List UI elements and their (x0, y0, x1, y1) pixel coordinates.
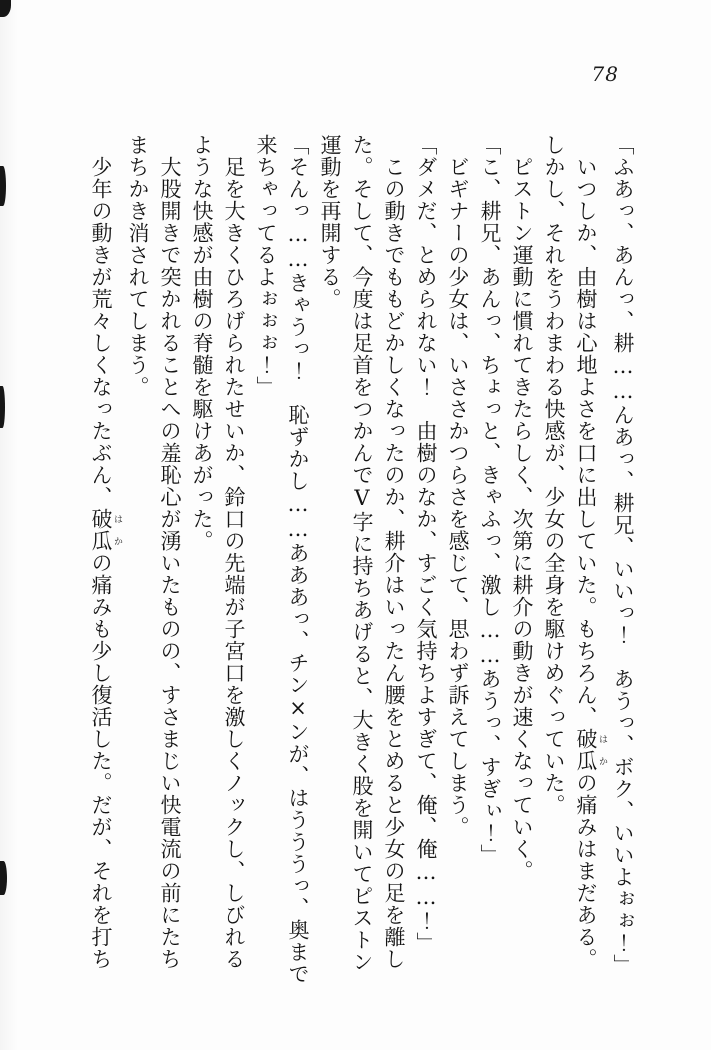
text-columns (85, 134, 639, 985)
text-line: 「こ、耕兄、あんっ、ちょっと、きゃふっ、激し……あうっ、すぎぃ！」 (478, 134, 502, 866)
text-line: 大股開きで突かれることへの羞恥心が湧いたものの、すさまじい快電流の前にたち (158, 156, 182, 970)
text-line: しかし、それをうわまわる快感が、少女の全身を駆けめぐっていた。 (542, 134, 566, 816)
text-line: 「ダメだ、とめられない！ 由樹のなか、すごく気持ちよすぎて、俺、俺……！」 (414, 134, 438, 954)
text-line: た。そして、今度は足首をつかんでV字に持ちあげると、大きく股を開いてピストン (350, 134, 374, 973)
scan-artifact (0, 861, 7, 895)
text-line: 「ふあっ、あんっ、耕……んあっ、耕兄、いいっ！ あうっ、ボク、いいよぉぉ！」 (611, 134, 635, 976)
scan-artifact (0, 0, 11, 17)
scan-artifact (0, 166, 6, 206)
text-line: ビギナーの少女は、いささかつらさを感じて、思わず訴えてしまう。 (446, 156, 470, 838)
text-line: 足を大きくひろげられたせいか、鈴口の先端が子宮口を激しくノックし、しびれる (222, 156, 246, 970)
page-number: 78 (591, 62, 619, 86)
text-line: ピストン運動に慣れてきたらしく、次第に耕介の動きが速くなっていく。 (510, 156, 534, 882)
text-line: 少年の動きが荒々しくなったぶん、破瓜 はかの痛みも少し復活した。だが、それを打ち (89, 156, 122, 970)
text-line: ような快感が由樹の脊髄を駆けあがった。 (190, 134, 214, 552)
scan-artifact (0, 386, 5, 428)
text-line: この動きでももどかしくなったのか、耕介はいったん腰をとめると少女の足を離し (382, 156, 406, 970)
text-line: 来ちゃってるよぉぉぉ！」 (254, 134, 278, 398)
text-line: いつしか、由樹は心地よさを口に出していた。もちろん、破瓜 はかの痛みはまだある。 (574, 156, 607, 970)
text-line: 「そんっ……きゃうっ！ 恥ずかし……あああっ、チン×ンが、はうううっ、奥まで (286, 134, 310, 985)
text-line: 運動を再開する。 (318, 134, 342, 310)
text-line: まちかき消されてしまう。 (126, 134, 150, 398)
